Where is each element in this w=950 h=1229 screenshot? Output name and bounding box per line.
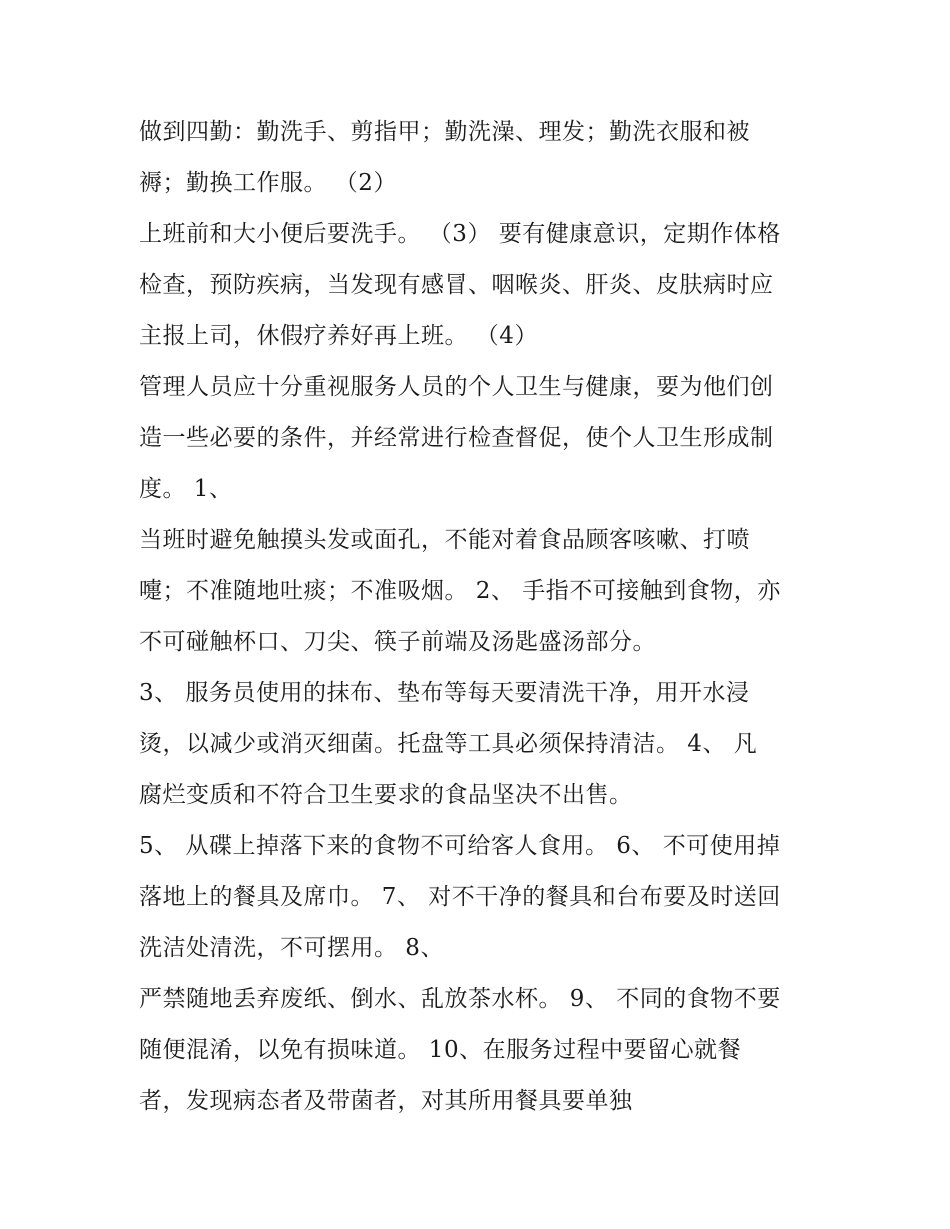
text-line: 5、 从碟上掉落下来的食物不可给客人食用。 6、 不可使用掉 [139,833,781,859]
text-line: 检查，预防疾病，当发现有感冒、咽喉炎、肝炎、皮肤病时应 [139,272,774,298]
text-line: 不可碰触杯口、刀尖、筷子前端及汤匙盛汤部分。 [139,629,656,655]
text-line: 烫，以减少或消灭细菌。托盘等工具必须保持清洁。 4、 凡 [139,731,758,757]
text-line: 褥；勤换工作服。 （2） [139,170,397,196]
text-line: 严禁随地丢弃废纸、倒水、乱放茶水杯。 9、 不同的食物不要 [139,986,781,1012]
text-line: 嚏；不准随地吐痰；不准吸烟。 2、 手指不可接触到食物，亦 [139,578,781,604]
text-line: 洗洁处清洗，不可摆用。 8、 [139,935,444,961]
text-line: 管理人员应十分重视服务人员的个人卫生与健康，要为他们创 [139,374,774,400]
text-line: 随便混淆，以免有损味道。 10、在服务过程中要留心就餐 [139,1037,742,1063]
text-line: 主报上司，休假疗养好再上班。 （4） [139,323,538,349]
document-body [139,107,829,1127]
text-line: 度。 1、 [139,476,233,502]
text-line: 落地上的餐具及席巾。 7、 对不干净的餐具和台布要及时送回 [139,884,781,910]
text-line: 者，发现病态者及带菌者，对其所用餐具要单独 [139,1088,633,1114]
text-line: 当班时避免触摸头发或面孔，不能对着食品顾客咳嗽、打喷 [139,527,750,553]
text-line: 3、 服务员使用的抹布、垫布等每天要清洗干净，用开水浸 [139,680,750,706]
text-line: 做到四勤：勤洗手、剪指甲；勤洗澡、理发；勤洗衣服和被 [139,119,750,145]
text-line: 腐烂变质和不符合卫生要求的食品坚决不出售。 [139,782,633,808]
text-line: 造一些必要的条件，并经常进行检查督促，使个人卫生形成制 [139,425,774,451]
text-line: 上班前和大小便后要洗手。 （3） 要有健康意识，定期作体格 [139,221,781,247]
